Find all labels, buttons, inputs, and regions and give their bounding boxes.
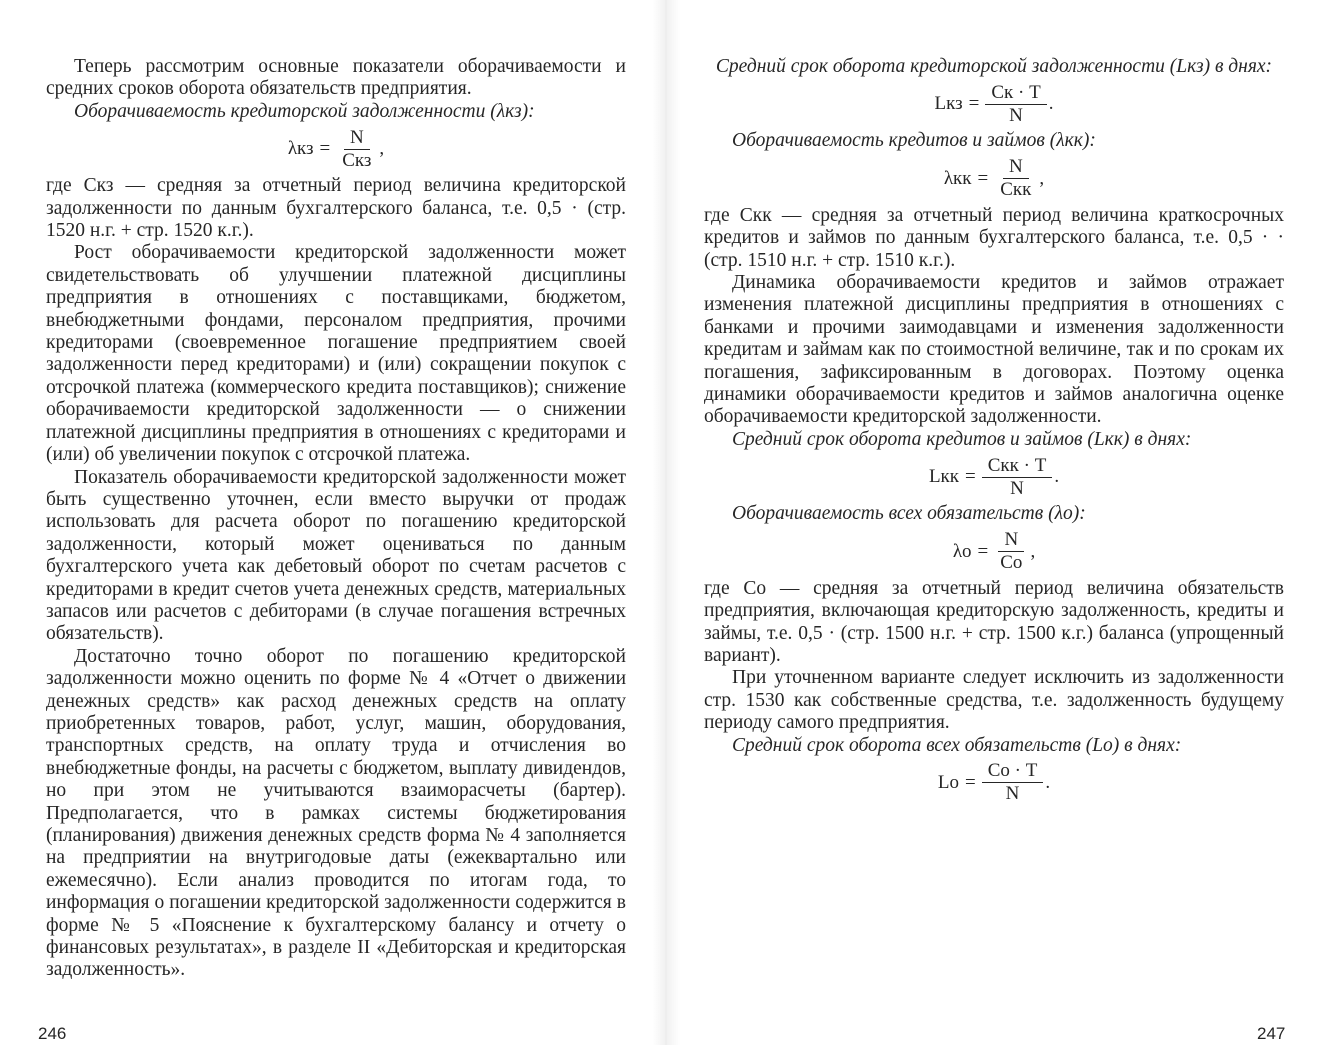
paragraph-refined-variant: При уточненном варианте следует исключить из задолженности стр. 1530 как собственные средства, т.е. задолженность будущему периоду самого предприятия. [704,667,1284,734]
formula-denominator: Скк [1000,179,1032,201]
heading-payables-turnover: Оборачиваемость кредиторской задолженности (λкз): [74,100,535,122]
formula-numerator: Со · T [982,761,1044,783]
formula-equals: = [965,466,976,488]
formula-payables-turnover [46,123,626,175]
formula-lhs: λкз [287,138,314,160]
formula-equals: = [977,540,989,562]
formula-liabilities-period [704,757,1284,809]
paragraph-intro: Теперь рассмотрим основные показатели оборачиваемости и средних сроков оборота обязательств предприятия. [46,56,626,100]
paragraph-refinement: Показатель оборачиваемости кредиторской задолженности может быть существенно уточнен, если вместо выручки от продаж использовать для расчета оборот по погашению кредиторской задолженности, который может оцениваться по данным бухгалтерского учета как дебетовый оборот по счетам расчетов с кредиторами в кредит счетов учета денежных средств, материальных запасов или расчетов с дебиторами (в случае погашения встречных обязательств). [46,466,626,645]
formula-fraction [982,761,1044,804]
formula-equals: = [319,138,331,160]
formula-punctuation: . [1054,466,1060,488]
formula-denominator: N [1009,104,1023,126]
paragraph-definition-payables: где Скз — средняя за отчетный период величина кредиторской задолженности по данным бухгалтерского баланса, т.е. 0,5 · (стр. 1520 н.г. + стр. 1520 к.г.). [46,175,626,242]
paragraph-definition-liabilities: где Со — средняя за отчетный период величина обязательств предприятия, включающая кредиторскую задолженность, кредиты и займы, т.е. 0,5 · (стр. 1500 н.г. + стр. 1500 к.г.) баланса (упрощенный вариант). [704,577,1284,666]
formula-liabilities-turnover [704,526,1284,578]
formula-fraction [994,530,1028,573]
paragraph-form-4: Достаточно точно оборот по погашению кредиторской задолженности можно оценить по форме № 4 «Отчет о движении денежных средств» как расход денежных средств на оплату приобретенных товаров, работ, услуг, машин, оборудования, транспортных средств, на оплату труда и отчисления во внебюджетные фонды, на расчеты с бюджетом, выплату дивидендов, но при этом не учитываются взаиморасчеты (бартер). Предполагается, что в рамках системы бюджетирования (планирования) движения денежных средств форма № 4 заполняется на предприятии на внутригодовые даты (ежеквартально или ежемесячно). Если анализ проводится по итогам года, то информация о погашении кредиторской задолженности содержится в форме № 5 «Пояснение к бухгалтерскому балансу и отчету о финансовых результатах», в разделе II «Дебиторская и кредиторская задолженность». [46,645,626,981]
formula-lhs: Lкз [934,93,963,115]
formula-punctuation: . [1045,771,1051,793]
formula-lhs: λо [952,540,972,562]
formula-denominator: N [1010,477,1024,499]
heading-liabilities-period: Средний срок оборота всех обязательств (Lо) в днях: [732,734,1182,756]
page-number: 246 [38,1024,67,1043]
left-page [0,0,666,1045]
formula-fraction [994,157,1037,200]
paragraph-definition-loans: где Скк — средняя за отчетный период величина краткосрочных кредитов и займов по данным бухгалтерского баланса, т.е. 0,5 · · (стр. 1510 н.г. + стр. 1510 к.г.). [704,204,1284,271]
formula-lhs: Lо [937,771,960,793]
formula-fraction [336,128,377,171]
formula-loans-turnover [704,153,1284,205]
formula-fraction [985,83,1046,126]
formula-fraction [982,456,1053,499]
formula-numerator: N [344,128,370,150]
formula-numerator: N [998,530,1024,552]
formula-lhs: Lкк [928,466,960,488]
left-text-column [46,56,626,982]
formula-denominator: Скз [342,149,372,171]
formula-payables-period [704,78,1284,130]
formula-punctuation: , [1030,540,1036,562]
formula-numerator: Скк · T [982,456,1053,478]
paragraph-loans-dynamics: Динамика оборачиваемости кредитов и займов отражает изменения платежной дисциплины предприятия в отношениях с банками и прочими заимодавцами и изменения задолженности кредитам и займам как по стоимостной величине, так и по срокам их погашения, зафиксированным в договорах. Поэтому оценка динамики оборачиваемости кредитов и займов аналогична оценке оборачиваемости кредиторской задолженности. [704,272,1284,428]
right-page [666,0,1333,1045]
heading-liabilities-turnover: Оборачиваемость всех обязательств (λо): [732,503,1086,525]
right-text-column [704,56,1284,809]
formula-punctuation: , [379,138,385,160]
formula-punctuation: . [1048,93,1054,115]
formula-numerator: N [1003,157,1029,179]
formula-equals: = [968,93,980,115]
page-number: 247 [1257,1024,1286,1043]
formula-denominator: N [1005,783,1020,805]
heading-loans-turnover: Оборачиваемость кредитов и займов (λкк): [732,130,1096,152]
formula-equals: = [965,771,976,793]
paragraph-turnover-growth: Рост оборачиваемости кредиторской задолженности может свидетельствовать об улучшении платежной дисциплины предприятия в отношениях с поставщиками, бюджетом, внебюджетными фондами, персоналом предприятия, прочими кредиторами (своевременное погашение предприятием своей задолженности перед кредиторами) и (или) сокращении покупок с отсрочкой платежа (коммерческого кредита поставщиков); снижение оборачиваемости кредиторской задолженности — о снижении платежной дисциплины предприятия в отношениях с кредиторами и (или) об увеличении покупок с отсрочкой платежа. [46,242,626,466]
formula-punctuation: , [1039,167,1045,189]
heading-loans-period: Средний срок оборота кредитов и займов (Lкк) в днях: [732,428,1192,450]
formula-equals: = [977,167,989,189]
formula-lhs: λкк [943,167,972,189]
heading-payables-period: Средний срок оборота кредиторской задолженности (Lкз) в днях: [715,56,1273,77]
formula-denominator: Со [1000,552,1023,574]
formula-loans-period [704,451,1284,503]
formula-numerator: Ск · T [985,83,1046,105]
